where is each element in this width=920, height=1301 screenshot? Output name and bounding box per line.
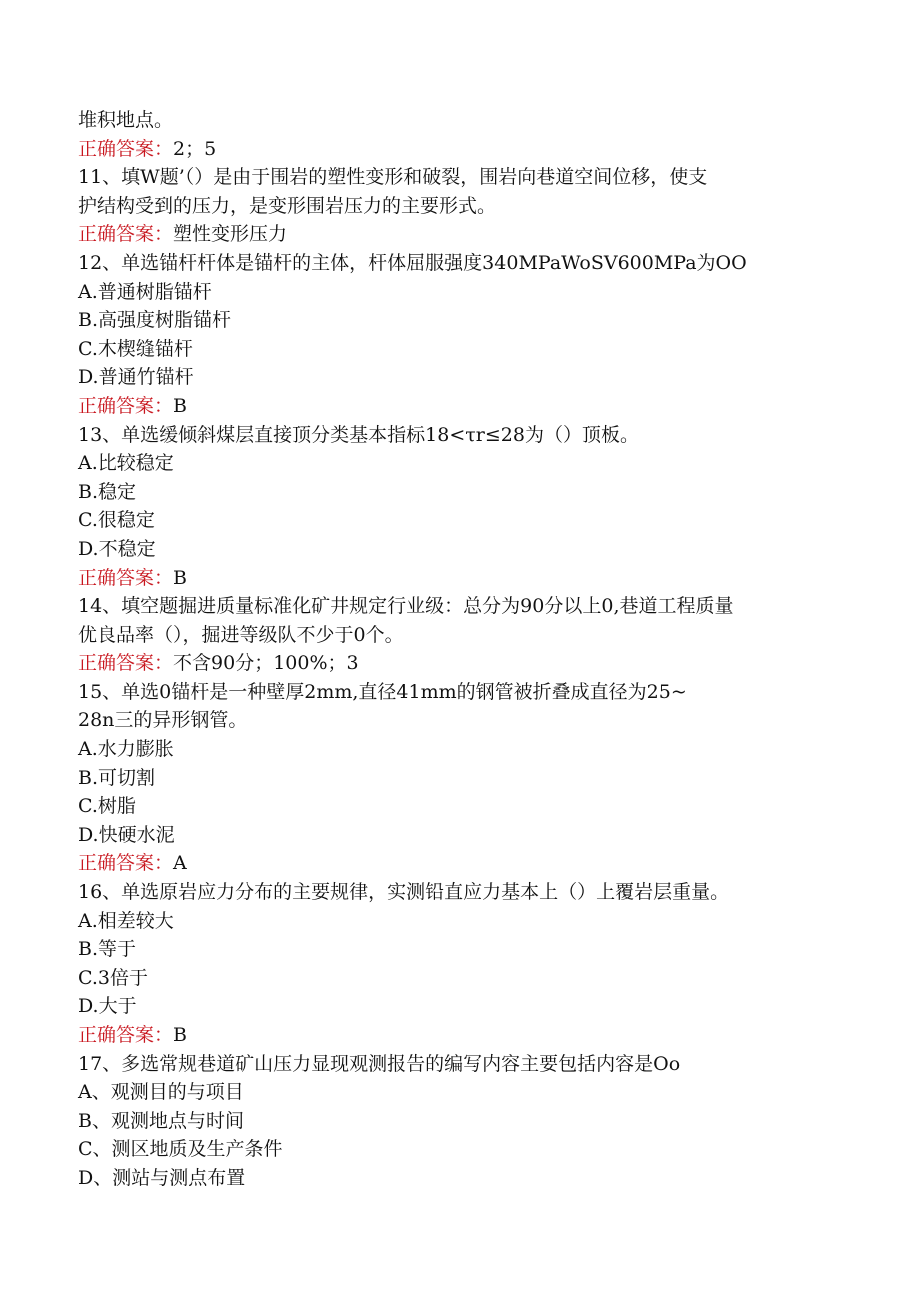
answer-label: 正确答案： — [78, 1024, 174, 1046]
q13-option-d: D.不稳定 — [78, 537, 156, 560]
answer-label: 正确答案： — [78, 223, 174, 246]
q10-answer — [78, 135, 858, 164]
q16-stem: 16、单选原岩应力分布的主要规律，实测铅直应力基本上（）上覆岩层重量。 — [78, 881, 730, 904]
q11-stem-cont: 护结构受到的压力，是变形围岩压力的主要形式。 — [78, 194, 497, 217]
q14-stem-cont: 优良品率（），掘进等级队不少于0个。 — [78, 623, 404, 646]
q15-stem: 15、单选0锚杆是一种壁厚2mm,直径41mm的钢管被折叠成直径为25~ — [78, 680, 687, 703]
q13-option-c: C.很稳定 — [78, 509, 155, 532]
q15-option-c: C.树脂 — [78, 795, 136, 818]
q17-option-d: D、测站与测点布置 — [78, 1166, 246, 1189]
answer-value: B — [173, 1024, 187, 1046]
answer-value: B — [173, 566, 187, 589]
q13-option-a: A.比较稳定 — [78, 452, 174, 475]
q11-stem: 11、填W题’（）是由于围岩的塑性变形和破裂，围岩向巷道空间位移，使支 — [78, 166, 708, 189]
q17-stem: 17、多选常规巷道矿山压力显现观测报告的编写内容主要包括内容是Oo — [78, 1052, 681, 1075]
q14-answer — [78, 649, 858, 678]
answer-value: A — [173, 852, 187, 875]
answer-value: B — [173, 394, 187, 417]
q13-answer — [78, 564, 858, 593]
q16-option-d: D.大于 — [78, 995, 137, 1018]
q16-option-a: A.相差较大 — [78, 909, 174, 932]
answer-label: 正确答案： — [78, 394, 174, 417]
q15-option-a: A.水力膨胀 — [78, 738, 174, 761]
q17-option-b: B、观测地点与时间 — [78, 1109, 244, 1132]
q16-option-b: B.等于 — [78, 938, 137, 961]
q12-stem: 12、单选锚杆杆体是锚杆的主体，杆体屈服强度340MPaWoSV600MPa为OO — [78, 251, 747, 274]
intro-line: 堆积地点。 — [78, 109, 174, 131]
q15-stem-cont: 28n三的异形钢管。 — [78, 709, 248, 732]
answer-value: 塑性变形压力 — [173, 223, 288, 246]
q15-option-b: B.可切割 — [78, 766, 156, 789]
answer-label: 正确答案： — [78, 137, 174, 160]
document-page — [78, 106, 858, 1193]
q12-option-b: B.高强度树脂锚杆 — [78, 309, 232, 332]
q11-answer — [78, 220, 858, 249]
answer-label: 正确答案： — [78, 652, 174, 675]
q15-option-d: D.快硬水泥 — [78, 823, 175, 846]
q13-option-b: B.稳定 — [78, 480, 137, 503]
q12-option-a: A.普通树脂锚杆 — [78, 280, 212, 303]
q12-option-c: C.木楔缝锚杆 — [78, 337, 193, 360]
answer-value: 2；5 — [173, 137, 217, 160]
q15-answer — [78, 849, 858, 878]
q13-stem: 13、单选缓倾斜煤层直接顶分类基本指标18<τr≤28为（）顶板。 — [78, 423, 639, 446]
q16-answer — [78, 1021, 858, 1050]
answer-label: 正确答案： — [78, 566, 174, 589]
q16-option-c: C.3倍于 — [78, 966, 148, 989]
q12-answer — [78, 392, 858, 421]
q12-option-d: D.普通竹锚杆 — [78, 366, 194, 389]
q17-option-a: A、观测目的与项目 — [78, 1081, 244, 1104]
answer-value: 不含90分；100%；3 — [173, 652, 359, 675]
q14-stem: 14、填空题掘进质量标准化矿井规定行业级：总分为90分以上0,巷道工程质量 — [78, 595, 734, 618]
answer-label: 正确答案： — [78, 852, 174, 875]
q17-option-c: C、测区地质及生产条件 — [78, 1138, 283, 1161]
